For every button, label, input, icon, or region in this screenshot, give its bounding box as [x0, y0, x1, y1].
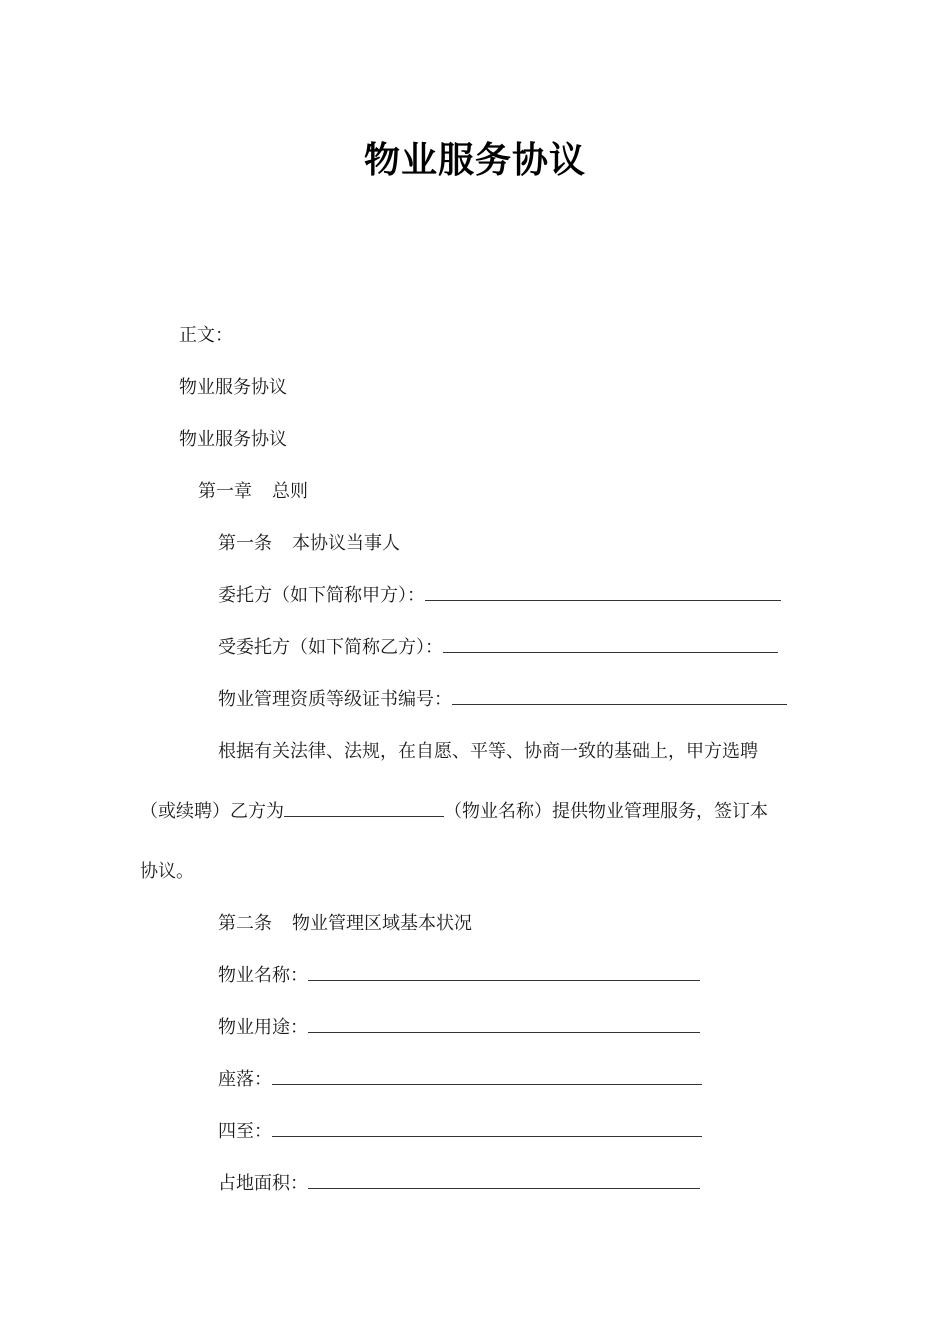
para-line-2-end: （物业名称）提供物业管理服务，签订本 [444, 801, 768, 822]
property-use-label: 物业用途： [218, 1017, 308, 1038]
property-use-row [218, 1016, 700, 1040]
property-name-blank[interactable] [308, 964, 700, 981]
boundaries-row [218, 1120, 702, 1144]
location-row [218, 1068, 702, 1092]
certificate-blank[interactable] [452, 688, 787, 705]
article-2-heading [218, 912, 472, 936]
property-name-inline-blank[interactable] [284, 800, 444, 817]
party-b-label: 受委托方（如下简称乙方）： [218, 637, 443, 658]
para-line-2-start: （或续聘）乙方为 [140, 801, 284, 822]
land-area-label: 占地面积： [218, 1173, 308, 1194]
boundaries-label: 四至： [218, 1121, 272, 1142]
party-a-label: 委托方（如下简称甲方）： [218, 585, 425, 606]
chapter-number: 第一章 [198, 481, 252, 502]
article-1-name: 本协议当事人 [292, 533, 400, 554]
party-a-blank[interactable] [425, 584, 781, 601]
property-use-blank[interactable] [308, 1016, 700, 1033]
property-name-row [218, 964, 700, 988]
heading-line-1: 物业服务协议 [179, 377, 287, 398]
property-name-label: 物业名称： [218, 965, 308, 986]
party-b-blank[interactable] [443, 636, 778, 653]
article-2-name: 物业管理区域基本状况 [292, 913, 472, 934]
land-area-row [218, 1172, 700, 1196]
preamble-label: 正文： [179, 325, 233, 346]
party-a-row [218, 584, 781, 608]
land-area-blank[interactable] [308, 1172, 700, 1189]
article-2-number: 第二条 [218, 913, 272, 934]
chapter-name: 总则 [272, 481, 308, 502]
article-1-para-line-1: 根据有关法律、法规，在自愿、平等、协商一致的基础上，甲方选聘 [218, 741, 758, 762]
article-1-para-line-3: 协议。 [140, 861, 194, 882]
boundaries-blank[interactable] [272, 1120, 702, 1137]
chapter-heading [198, 480, 308, 504]
article-1-para-line-2 [140, 800, 768, 824]
location-label: 座落： [218, 1069, 272, 1090]
heading-line-2: 物业服务协议 [179, 429, 287, 450]
article-1-heading [218, 532, 400, 556]
location-blank[interactable] [272, 1068, 702, 1085]
document-title: 物业服务协议 [363, 140, 586, 181]
article-1-number: 第一条 [218, 533, 272, 554]
party-b-row [218, 636, 778, 660]
certificate-label: 物业管理资质等级证书编号： [218, 689, 452, 710]
certificate-row [218, 688, 787, 712]
